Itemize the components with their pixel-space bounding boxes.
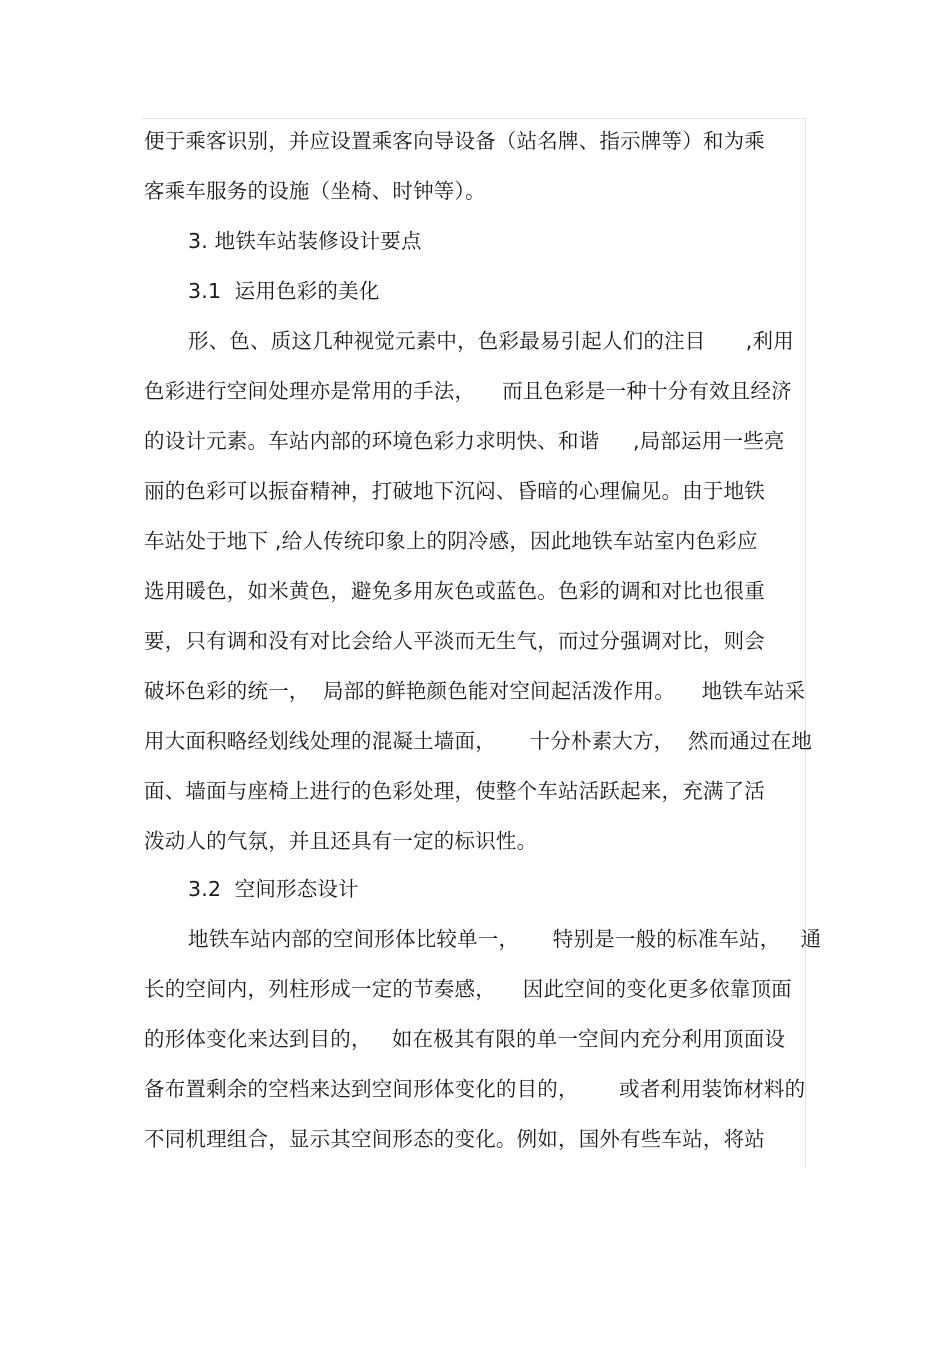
- body-text-line: 色彩进行空间处理亦是常用的手法， 而且色彩是一种十分有效且经济: [144, 379, 792, 403]
- body-text-line: 泼动人的气氛，并且还具有一定的标识性。: [144, 829, 538, 853]
- body-text-line: 面、墙面与座椅上进行的色彩处理，使整个车站活跃起来，充满了活: [144, 779, 765, 803]
- body-text-line: 形、色、质这几种视觉元素中，色彩最易引起人们的注目 ,利用: [188, 329, 794, 353]
- body-text-line: 选用暖色，如米黄色，避免多用灰色或蓝色。色彩的调和对比也很重: [144, 579, 765, 603]
- body-text-line: 客乘车服务的设施（坐椅、时钟等）。: [144, 179, 486, 203]
- body-text-line: 地铁车站内部的空间形体比较单一， 特别是一般的标准车站， 通: [188, 927, 822, 951]
- body-text-line: 破坏色彩的统一， 局部的鲜艳颜色能对空间起活泼作用。 地铁车站采: [144, 679, 806, 703]
- subsection-heading: 3.1 运用色彩的美化: [188, 279, 380, 303]
- body-text-line: 不同机理组合，显示其空间形态的变化。例如，国外有些车站，将站: [144, 1127, 765, 1151]
- body-text-line: 便于乘客识别，并应设置乘客向导设备（站名牌、指示牌等）和为乘: [144, 129, 765, 153]
- body-text-line: 要，只有调和没有对比会给人平淡而无生气，而过分强调对比，则会: [144, 629, 765, 653]
- section-heading: 3. 地铁车站装修设计要点: [188, 229, 422, 253]
- body-text-line: 丽的色彩可以振奋精神，打破地下沉闷、昏暗的心理偏见。由于地铁: [144, 479, 765, 503]
- body-text-line: 备布置剩余的空档来达到空间形体变化的目的， 或者利用装饰材料的: [144, 1077, 806, 1101]
- subsection-heading: 3.2 空间形态设计: [188, 877, 359, 901]
- body-text-line: 的设计元素。车站内部的环境色彩力求明快、和谐 ,局部运用一些亮: [144, 429, 785, 453]
- body-text-line: 用大面积略经划线处理的混凝土墙面， 十分朴素大方， 然而通过在地: [144, 729, 813, 753]
- body-text-line: 的形体变化来达到目的， 如在极其有限的单一空间内充分利用顶面设: [144, 1027, 786, 1051]
- body-text-line: 车站处于地下 ,给人传统印象上的阴冷感，因此地铁车站室内色彩应: [144, 529, 758, 553]
- body-text-line: 长的空间内，列柱形成一定的节奏感， 因此空间的变化更多依靠顶面: [144, 977, 792, 1001]
